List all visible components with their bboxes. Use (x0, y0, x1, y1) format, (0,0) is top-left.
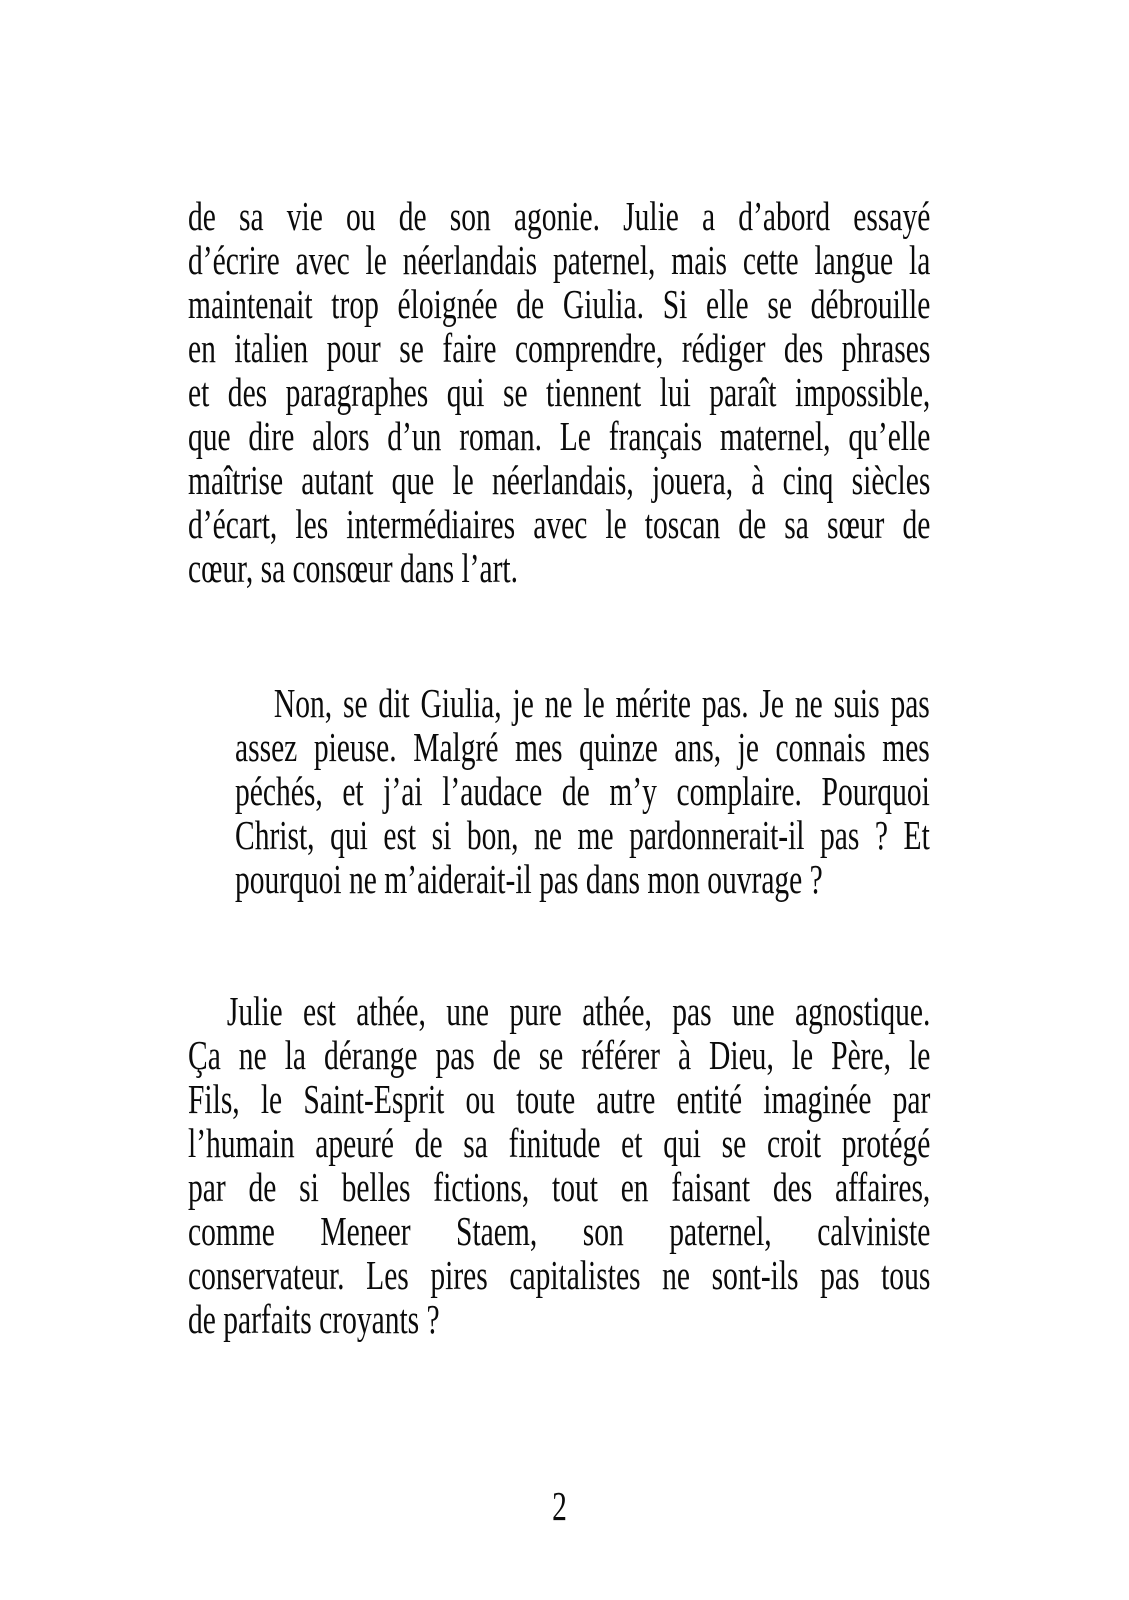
text-line: maîtrise autant que le néerlandais, jouera, à cinq siècles (188, 457, 931, 503)
paragraph-body (188, 989, 930, 1341)
text-line: comme Meneer Staem, son paternel, calviniste (188, 1208, 931, 1254)
paragraph-blockquote (235, 681, 930, 901)
text-line: Christ, qui est si bon, ne me pardonnerait-il pas ? Et (235, 812, 930, 858)
text-line: maintenait trop éloignée de Giulia. Si elle se débrouille (188, 281, 931, 327)
text-line: d’écrire avec le néerlandais paternel, mais cette langue la (188, 237, 931, 283)
text-line: en italien pour se faire comprendre, rédiger des phrases (188, 325, 931, 371)
paragraph-continuation (188, 194, 930, 590)
text-line: conservateur. Les pires capitalistes ne sont-ils pas tous (188, 1252, 931, 1298)
text-line: Fils, le Saint-Esprit ou toute autre entité imaginée par (188, 1076, 931, 1122)
text-line: de parfaits croyants ? (188, 1296, 440, 1342)
text-line: que dire alors d’un roman. Le français maternel, qu’elle (188, 413, 931, 459)
text-line: assez pieuse. Malgré mes quinze ans, je connais mes (235, 724, 930, 770)
text-line: d’écart, les intermédiaires avec le toscan de sa sœur de (188, 501, 931, 547)
text-line: péchés, et j’ai l’audace de m’y complaire. Pourquoi (235, 768, 930, 814)
text-line: Julie est athée, une pure athée, pas une agnostique. (226, 988, 931, 1034)
text-line: l’humain apeuré de sa finitude et qui se croit protégé (188, 1120, 931, 1166)
text-line: Ça ne la dérange pas de se référer à Dieu, le Père, le (188, 1032, 931, 1078)
text-line: cœur, sa consœur dans l’art. (188, 545, 518, 591)
page-number: 2 (552, 1483, 567, 1529)
text-line: de sa vie ou de son agonie. Julie a d’abord essayé (188, 193, 931, 239)
text-line: Non, se dit Giulia, je ne le mérite pas. Je ne suis pas (273, 680, 930, 726)
text-line: par de si belles fictions, tout en faisant des affaires, (188, 1164, 931, 1210)
text-line: pourquoi ne m’aiderait-il pas dans mon ouvrage ? (235, 856, 823, 902)
text-line: et des paragraphes qui se tiennent lui paraît impossible, (188, 369, 931, 415)
